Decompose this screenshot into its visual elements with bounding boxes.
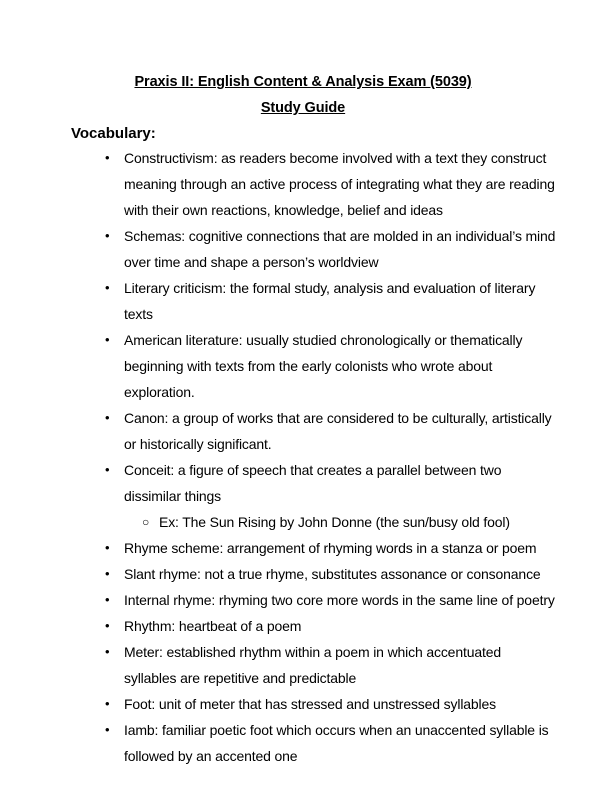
vocab-definition: Rhyme scheme: arrangement of rhyming words in a stanza or poem (124, 540, 537, 556)
vocab-definition: Foot: unit of meter that has stressed and unstressed syllables (124, 696, 497, 712)
list-item (0, 639, 606, 691)
bullet-icon: • (105, 462, 110, 477)
vocabulary-list (0, 145, 606, 769)
bullet-icon: • (105, 540, 110, 555)
bullet-icon: • (105, 592, 110, 607)
bullet-icon: • (105, 332, 110, 347)
list-item (0, 587, 606, 613)
list-item (0, 535, 606, 561)
list-item (0, 717, 606, 769)
vocab-definition: Literary criticism: the formal study, analysis and evaluation of literary texts (124, 280, 536, 322)
document-title: Praxis II: English Content & Analysis Exam (5039) (134, 74, 472, 90)
list-item (0, 457, 606, 509)
hollow-circle-bullet-icon: ○ (142, 515, 150, 529)
example-text: Ex: The Sun Rising by John Donne (the sun/busy old fool) (159, 514, 510, 530)
bullet-icon: • (105, 566, 110, 581)
vocab-definition: Slant rhyme: not a true rhyme, substitutes assonance or consonance (124, 566, 541, 582)
bullet-icon: • (105, 410, 110, 425)
bullet-icon: • (105, 280, 110, 295)
bullet-icon: • (105, 644, 110, 659)
list-item (0, 613, 606, 639)
bullet-icon: • (105, 696, 110, 711)
vocab-definition: Internal rhyme: rhyming two core more words in the same line of poetry (124, 592, 555, 608)
list-item (0, 223, 606, 275)
vocabulary-heading: Vocabulary: (71, 125, 156, 142)
vocab-definition: American literature: usually studied chronologically or thematically beginning with texts from the early colonists who wrote about exploration. (124, 332, 523, 400)
list-item (0, 145, 606, 223)
list-item (0, 561, 606, 587)
vocab-definition: Iamb: familiar poetic foot which occurs when an unaccented syllable is followed by an accented one (124, 722, 549, 764)
bullet-icon: • (105, 618, 110, 633)
bullet-icon: • (105, 228, 110, 243)
vocab-definition: Canon: a group of works that are considered to be culturally, artistically or historically significant. (124, 410, 552, 452)
vocab-definition: Constructivism: as readers become involved with a text they construct meaning through an active process of integrating what they are reading with their own reactions, knowledge, belief and ideas (124, 150, 555, 218)
vocab-definition: Rhythm: heartbeat of a poem (124, 618, 302, 634)
list-item (0, 327, 606, 405)
vocab-definition: Schemas: cognitive connections that are molded in an individual’s mind over time and shape a person’s worldview (124, 228, 556, 270)
document-subtitle: Study Guide (260, 100, 346, 116)
bullet-icon: • (105, 722, 110, 737)
list-item (0, 275, 606, 327)
list-item (0, 691, 606, 717)
vocab-definition: Conceit: a figure of speech that creates a parallel between two dissimilar things (124, 462, 502, 504)
list-item (0, 405, 606, 457)
vocab-definition: Meter: established rhythm within a poem in which accentuated syllables are repetitive and predictable (124, 644, 501, 686)
sub-list-item (0, 509, 606, 535)
bullet-icon: • (105, 150, 110, 165)
